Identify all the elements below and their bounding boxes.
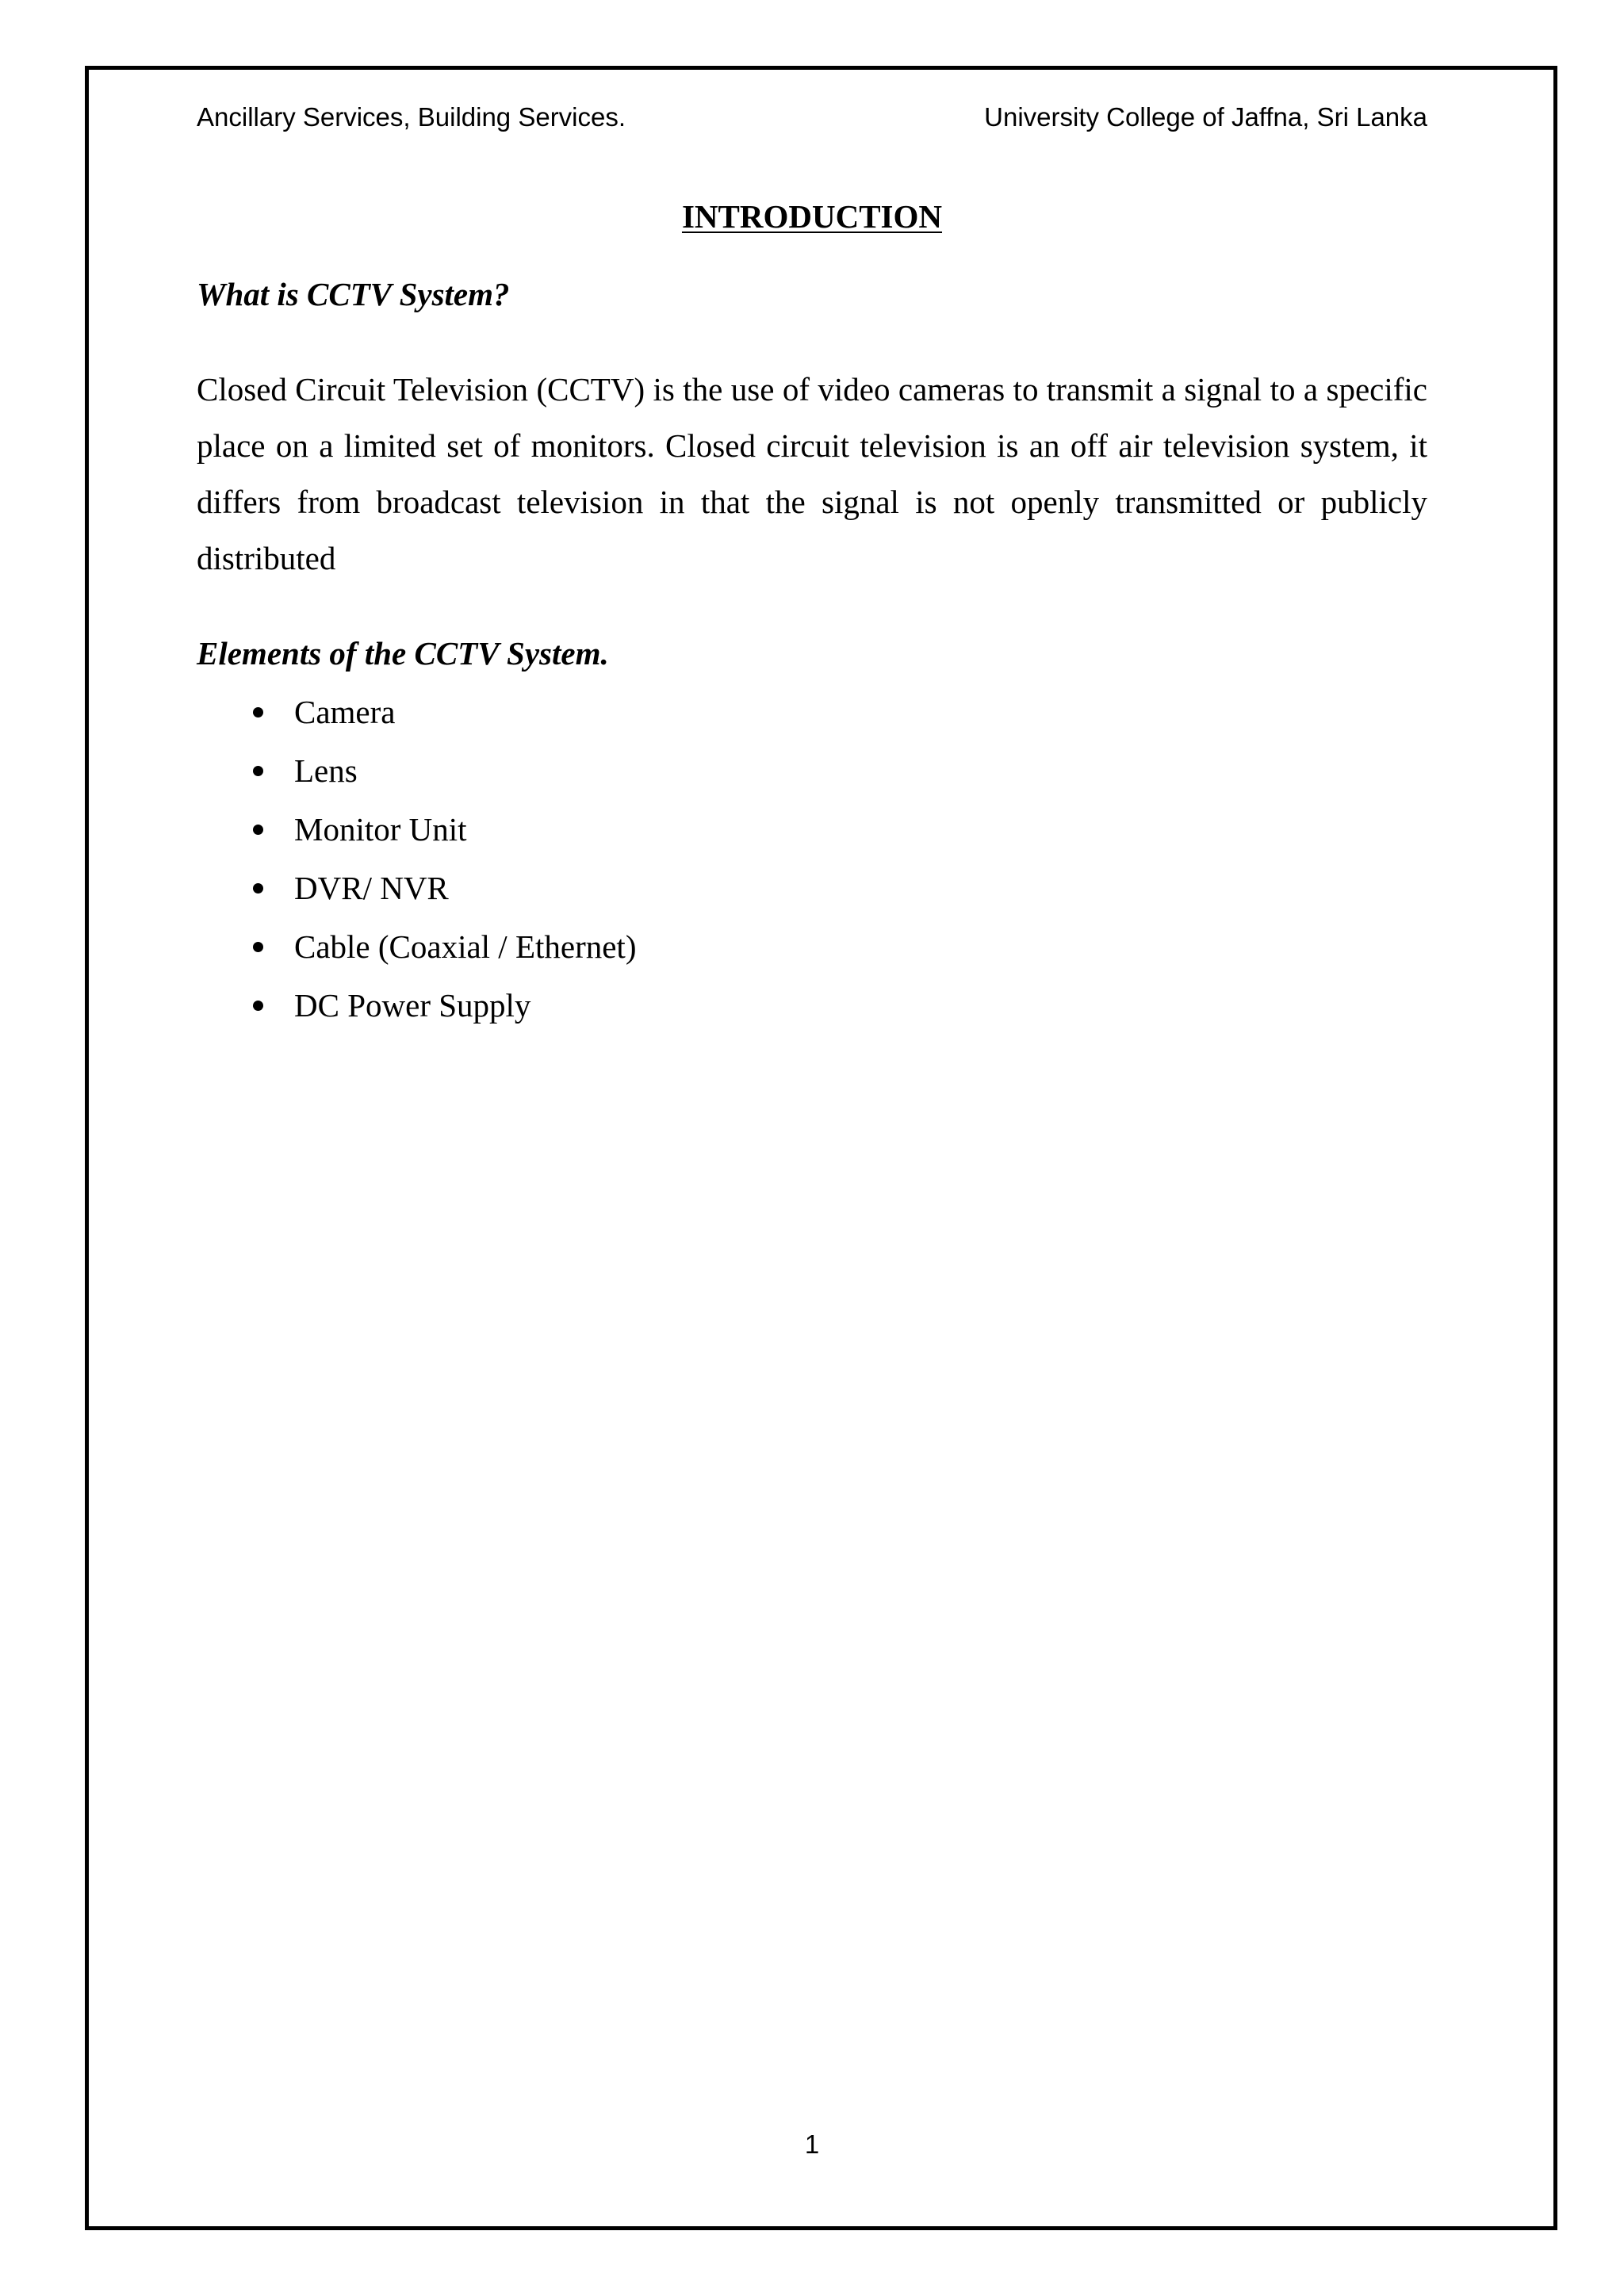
elements-list (0, 683, 1624, 1035)
bullet-icon (253, 942, 263, 952)
paragraph-line: distributed (197, 540, 336, 576)
list-item (0, 741, 1624, 800)
paragraph-line: differs from broadcast television in that the signal is not openly transmitted or publicly (197, 484, 1427, 520)
section-heading-elements: Elements of the CCTV System. (197, 635, 609, 672)
section-heading-what-is-cctv: What is CCTV System? (197, 276, 510, 312)
paragraph-line: place on a limited set of monitors. Closed circuit television is an off air television system, it (197, 427, 1427, 464)
intro-paragraph (197, 362, 1427, 587)
paragraph-line: Closed Circuit Television (CCTV) is the use of video cameras to transmit a signal to a specific (197, 371, 1427, 408)
list-item-text: Lens (294, 752, 358, 789)
list-item-text: Monitor Unit (294, 811, 467, 848)
page-title: INTRODUCTION (681, 198, 943, 235)
bullet-icon (253, 707, 263, 718)
bullet-icon (253, 766, 263, 776)
page-number: 1 (804, 2130, 820, 2159)
list-item-text: Camera (294, 694, 396, 730)
list-item-text: DC Power Supply (294, 987, 531, 1024)
bullet-icon (253, 825, 263, 835)
bullet-icon (253, 1001, 263, 1011)
list-item (0, 800, 1624, 859)
list-item (0, 976, 1624, 1035)
list-item (0, 683, 1624, 741)
running-header-left: Ancillary Services, Building Services. (197, 102, 626, 132)
bullet-icon (253, 883, 263, 894)
list-item (0, 859, 1624, 917)
list-item-text: Cable (Coaxial / Ethernet) (294, 928, 637, 965)
running-header-right: University College of Jaffna, Sri Lanka (984, 102, 1427, 132)
list-item (0, 917, 1624, 976)
list-item-text: DVR/ NVR (294, 870, 449, 906)
